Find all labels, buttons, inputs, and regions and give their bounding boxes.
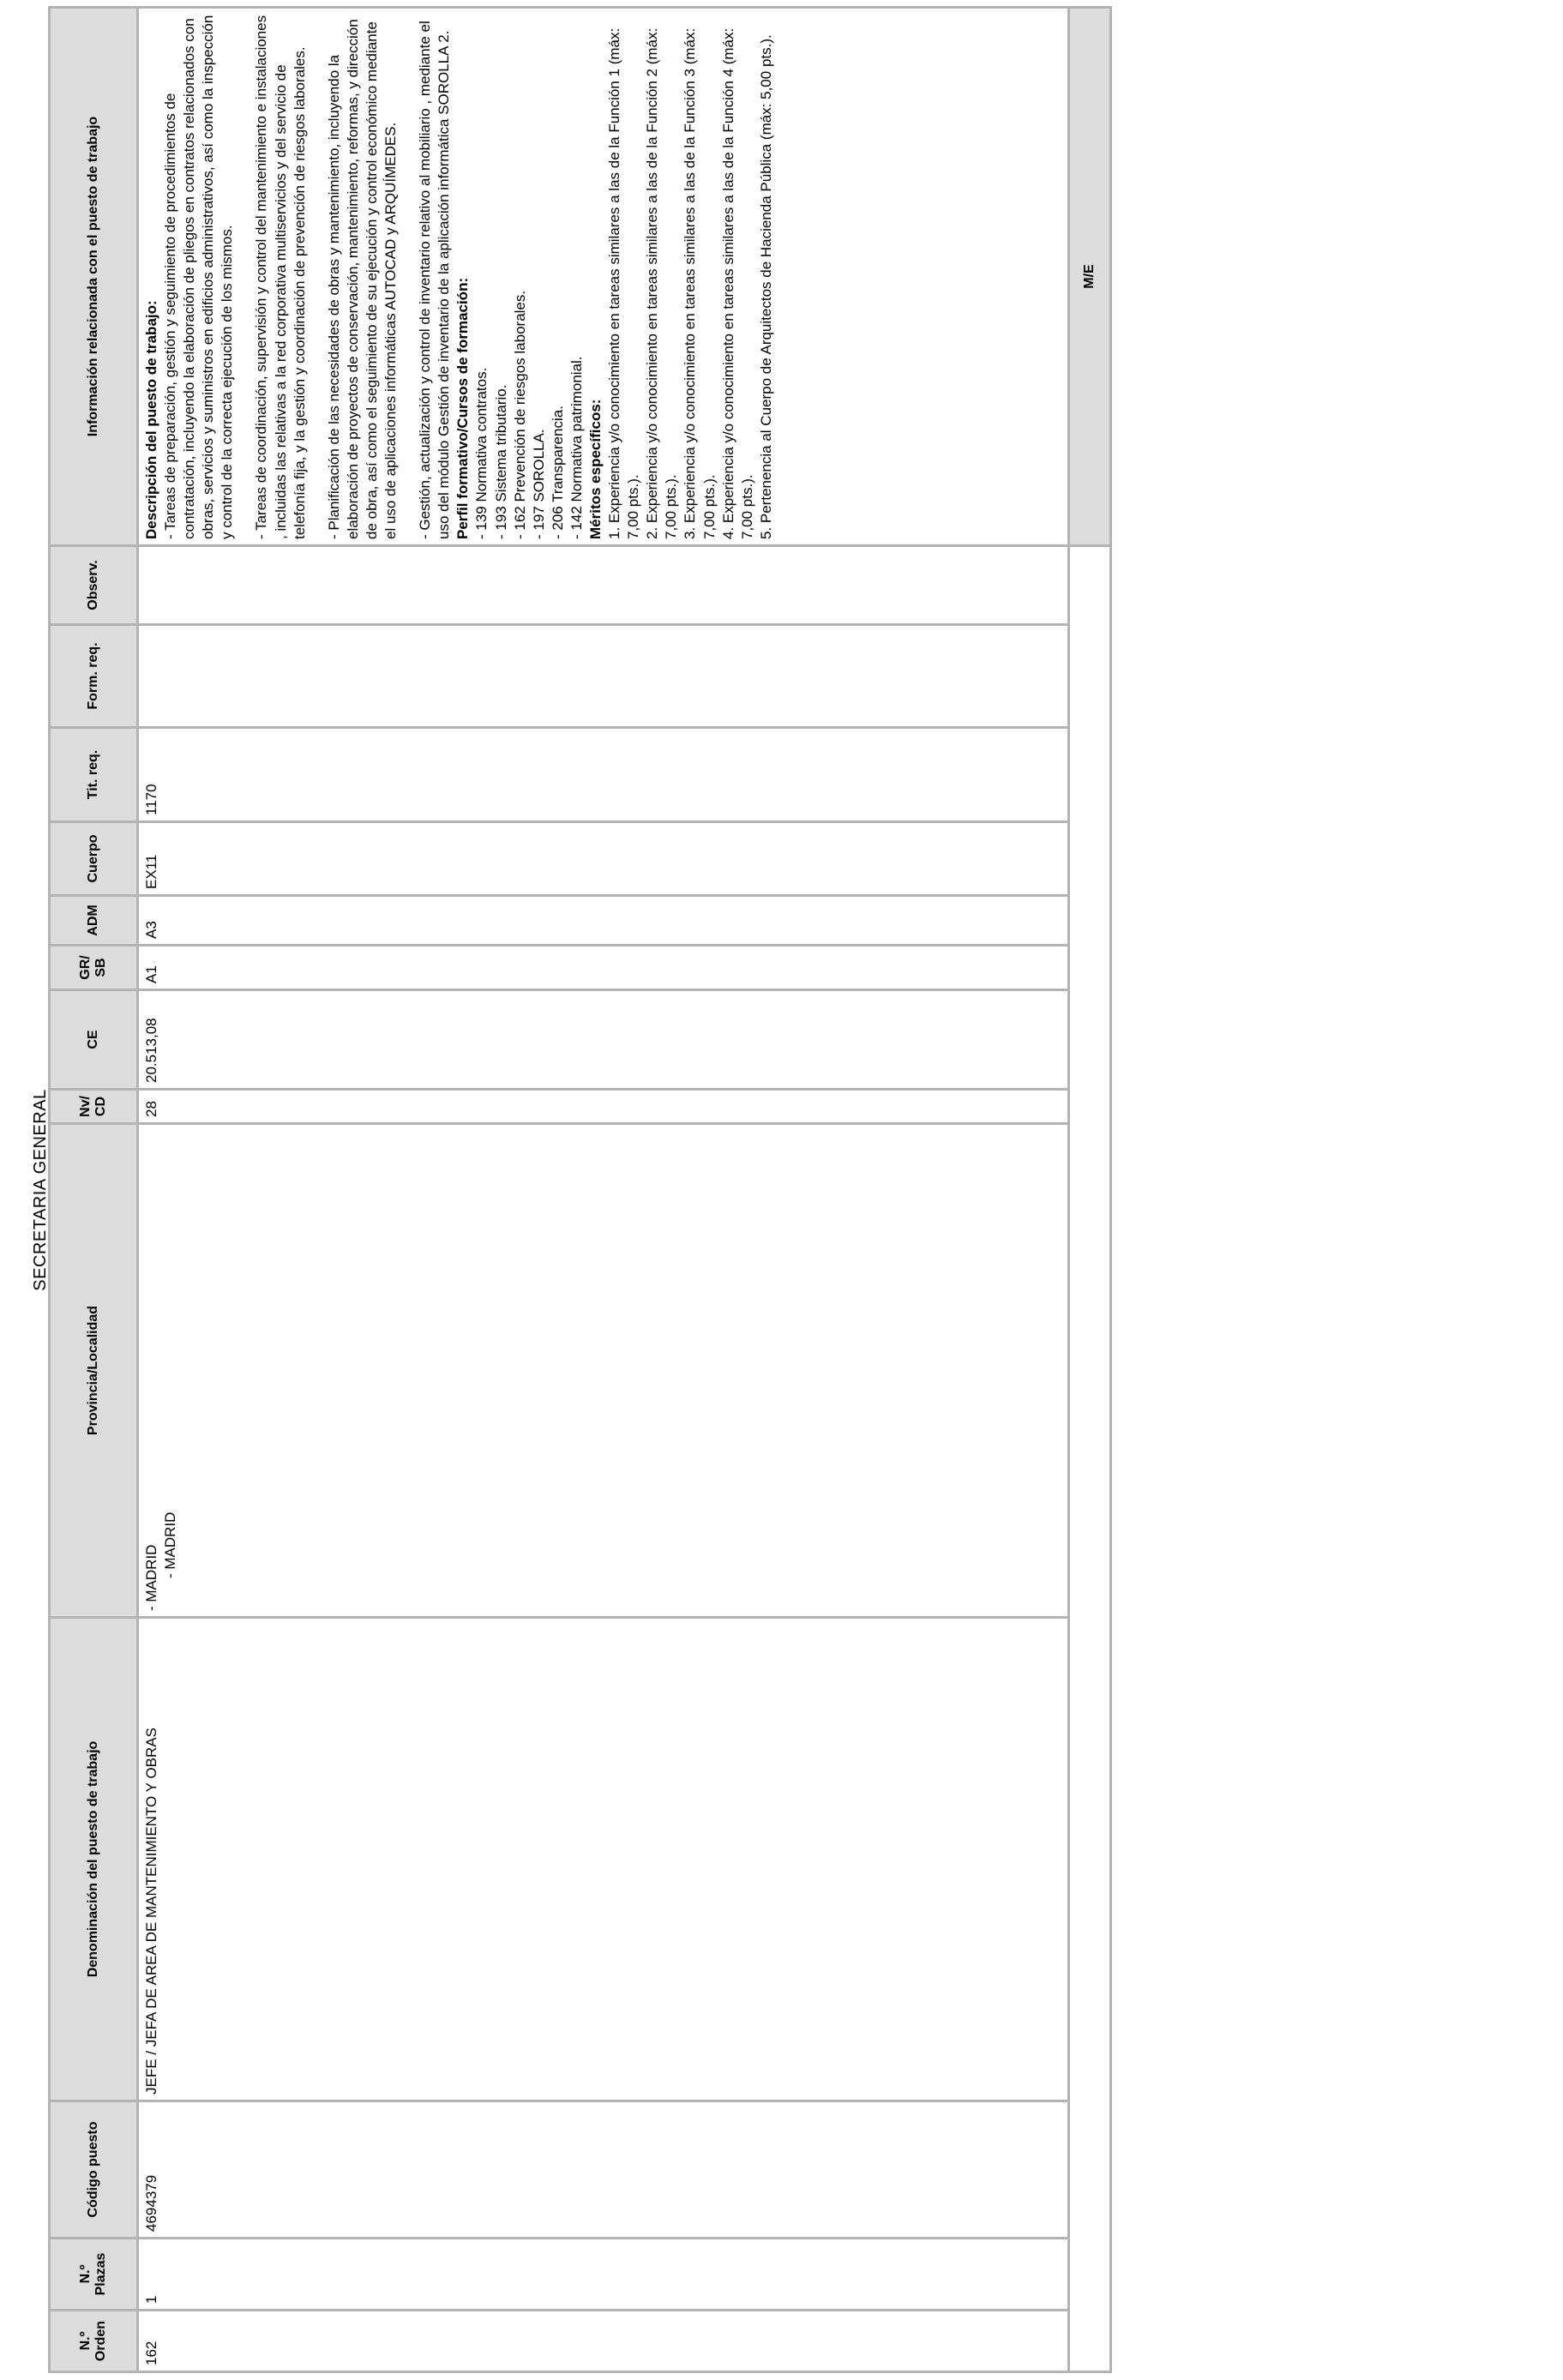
header-denominacion: Denominación del puesto de trabajo xyxy=(50,1618,138,2101)
descripcion-item: - Tareas de preparación, gestión y seguimiento de procedimientos de contratación, incluyendo la elaboración de pliegos en contratos relacionados con obras, servicios y suministros en edificios administrativos, así como la inspección y control de la correcta ejecución de los mismos. xyxy=(162,15,236,539)
perfil-item: - 142 Normativa patrimonial. xyxy=(568,356,585,539)
header-informacion: Información relacionada con el puesto de trabajo xyxy=(50,8,138,546)
merito-item: 5. Pertenencia al Cuerpo de Arquitectos de Hacienda Pública (máx: 5,00 pts.). xyxy=(757,34,774,539)
header-cuerpo: Cuerpo xyxy=(50,822,138,896)
perfil-item: - 197 SOROLLA. xyxy=(530,429,547,539)
cell-grupo: A1 xyxy=(138,946,1069,990)
header-plazas: N.º Plazas xyxy=(50,2239,138,2311)
perfil-item: - 139 Normativa contratos. xyxy=(473,367,490,539)
merito-item: 2. Experiencia y/o conocimiento en tareas similares a las de la Función 2 (máx: 7,00 pts.). xyxy=(644,27,680,539)
header-provincia: Provincia/Localidad xyxy=(50,1124,138,1618)
header-orden: N.º Orden xyxy=(50,2311,138,2372)
cell-orden: 162 xyxy=(138,2311,1069,2372)
merito-item: 1. Experiencia y/o conocimiento en tareas similares a las de la Función 1 (máx: 7,00 pts.). xyxy=(606,27,642,539)
header-row xyxy=(50,8,138,2372)
descripcion-item: - Gestión, actualización y control de inventario relativo al mobiliario , mediante el uso del módulo Gestión de inventario de la aplicación informática SOROLLA 2. xyxy=(417,21,453,539)
header-me: M/E xyxy=(1069,8,1111,546)
header-formacion: Form. req. xyxy=(50,625,138,728)
merito-item: 4. Experiencia y/o conocimiento en tareas similares a las de la Función 4 (máx: 7,00 pts.). xyxy=(719,27,755,539)
descripcion-title: Descripción del puesto de trabajo: xyxy=(143,300,159,539)
cell-ce: 20.513,08 xyxy=(138,990,1069,1090)
descripcion-item: - Planificación de las necesidades de obras y mantenimiento, incluyendo la elaboración de proyectos de conservación, mantenimiento, reformas, y dirección de obra, así como el seguimiento de su ejecución y control económico mediante el uso de aplicaciones informáticas AUTOCAD y ARQUÍMEDES. xyxy=(325,19,400,539)
cell-codigo: 4694379 xyxy=(138,2101,1069,2239)
header-observ: Observ. xyxy=(50,546,138,625)
perfil-item: - 206 Transparencia. xyxy=(549,406,566,539)
perfil-item: - 162 Prevención de riesgos laborales. xyxy=(511,290,528,539)
header-grupo: GR/ SB xyxy=(50,946,138,990)
cell-plazas: 1 xyxy=(138,2239,1069,2311)
provincia-line: - MADRID xyxy=(162,1512,179,1578)
header-nivel: Nv/ CD xyxy=(50,1090,138,1124)
table-row xyxy=(138,8,1069,2372)
cell-informacion xyxy=(138,8,1069,546)
cell-provincia xyxy=(138,1124,1069,1618)
unit-title: SECRETARIA GENERAL xyxy=(31,1089,50,1291)
cell-cuerpo: EX11 xyxy=(138,822,1069,896)
header-titulacion: Tit. req. xyxy=(50,728,138,822)
merito-item: 3. Experiencia y/o conocimiento en tareas similares a las de la Función 3 (máx: 7,00 pts.). xyxy=(682,27,718,539)
descripcion-item: - Tareas de coordinación, supervisión y control del mantenimiento e instalaciones , incluidas las relativas a la red corporativa multiservicios y del servicio de telefonía fija, y la gestión y coordinación de prevención de riesgos laborales. xyxy=(253,15,308,539)
perfil-title: Perfil formativo/Cursos de formación: xyxy=(454,277,472,539)
cell-nivel: 28 xyxy=(138,1090,1069,1124)
me-empty-cell xyxy=(1069,546,1111,2372)
cell-titulacion: 1170 xyxy=(138,728,1069,822)
cell-adm: A3 xyxy=(138,896,1069,946)
positions-table xyxy=(48,6,1112,2373)
perfil-item: - 193 Sistema tributario. xyxy=(492,384,509,539)
header-codigo: Código puesto xyxy=(50,2101,138,2239)
cell-formacion xyxy=(138,625,1069,728)
me-row xyxy=(1069,8,1111,2372)
meritos-title: Méritos específicos: xyxy=(586,399,604,539)
header-adm: ADM xyxy=(50,896,138,946)
cell-observ xyxy=(138,546,1069,625)
provincia-line: - MADRID xyxy=(143,1544,159,1611)
header-ce: CE xyxy=(50,990,138,1090)
cell-denominacion: JEFE / JEFA DE AREA DE MANTENIMIENTO Y OBRAS xyxy=(138,1618,1069,2101)
